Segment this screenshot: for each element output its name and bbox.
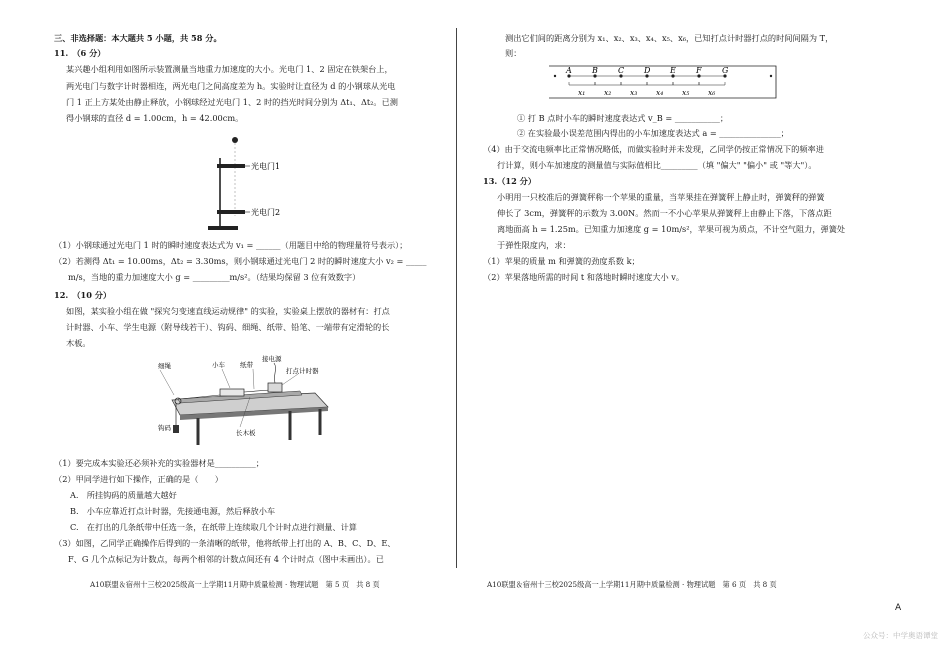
tape-segment-label: x₄: [656, 88, 664, 97]
power-wire: [274, 363, 276, 383]
hook-label: 钩码: [158, 424, 171, 432]
watermark: 公众号：中学奥语谭堂: [863, 631, 938, 640]
right-page: [467, 0, 950, 646]
q12-sub1: （1）要完成本实验还必须补充的实验器材是__________；: [54, 458, 264, 468]
timer-label: 打点计时器: [286, 367, 319, 375]
cart-label: 小车: [212, 361, 225, 369]
tape-segment-label: x₁: [578, 88, 586, 97]
tape-segment-label: x₅: [682, 88, 690, 97]
photogate-2: [217, 210, 245, 214]
power-label: 接电源: [262, 355, 282, 363]
paper-tape-figure: [547, 62, 779, 104]
tape-point-label: G: [722, 66, 729, 75]
tape-point-label: B: [592, 66, 598, 75]
tape-label: 纸带: [240, 361, 253, 369]
q12-item-2: ② 在实验最小误差范围内得出的小车加速度表达式 a = _______________；: [517, 128, 789, 138]
q12-text-2: 计时器、小车、学生电源（附导线若干）、钩码、细绳、纸带、铅笔、一端带有定滑轮的长: [66, 322, 390, 332]
tape-segment-bracket: [595, 82, 621, 85]
tape-point-label: A: [566, 66, 572, 75]
photogate-1: [217, 164, 245, 168]
q12-text-3: 木板。: [66, 338, 91, 348]
tape-segment-bracket: [569, 82, 595, 85]
left-page-footer: A10联盟＆宿州十三校2025级高一上学期11月期中质量检测 · 物理试题 第 5 页 共 8 页: [90, 580, 380, 589]
steel-ball: [232, 137, 238, 143]
q12-continued-1: 测出它们间的距离分别为 x₁、x₂、x₃、x₄、x₅、x₆，已知打点计时器打点的时间间隔为 T，: [505, 33, 834, 43]
q13-number: 13.（12 分）: [483, 176, 537, 186]
q12-sub4-line1: （4）由于交流电频率比正常情况略低，而做实验时并未发现，乙同学仍按正常情况下的频率进: [483, 144, 824, 154]
page-divider: [456, 28, 457, 568]
tape-point-label: C: [618, 66, 625, 75]
q11-text-4: 得小钢球的直径 d = 1.00cm，h = 42.00cm。: [66, 113, 244, 123]
q12-number: 12. （10 分）: [54, 290, 112, 300]
q11-text-1: 某兴趣小组利用如图所示装置测量当地重力加速度的大小。光电门 1、2 固定在铁架台上，: [66, 64, 393, 74]
q12-sub4-line2: 行计算，则小车加速度的测量值与实际值相比_________（填 "偏大" "偏小" 或 "等大"）。: [497, 160, 817, 170]
q11-text-2: 两光电门与数字计时器相连，两光电门之间高度差为 h。实验时让直径为 d 的小钢球从光电: [66, 81, 396, 91]
board-label: 长木板: [236, 429, 256, 437]
q13-text-3: 离地面高 h = 1.25m。已知重力加速度 g = 10m/s²，苹果可视为质点，不计空气阻力，弹簧处: [497, 224, 846, 234]
q11-text-3: 门 1 正上方某处由静止释放，小钢球经过光电门 1、2 时的挡光时间分别为 Δt₁、Δt₂。已测: [66, 97, 398, 107]
tape-segment-bracket: [673, 82, 699, 85]
q12-option-c: C. 在打出的几条纸带中任选一条，在纸带上连续取几个计时点进行测量、计算: [70, 522, 357, 532]
tape-segment-bracket: [647, 82, 673, 85]
q11-sub1: （1）小钢球通过光电门 1 时的瞬时速度表达式为 v₁ = ______（用题目中给的物理量符号表示）；: [54, 240, 408, 250]
tape-point-label: F: [696, 66, 702, 75]
q11-sub2-line2: m/s，当地的重力加速度大小 g = _________m/s²。（结果均保留 3 位有效数字）: [68, 272, 361, 282]
rope-label: 细绳: [158, 362, 171, 370]
q12-sub3-line2: F、G 几个点标记为计数点，每两个相邻的计数点间还有 4 个计时点（图中未画出）。已: [68, 554, 384, 564]
cart: [220, 389, 244, 396]
dot-timer: [268, 383, 282, 392]
tape-point-label: E: [670, 66, 676, 75]
q13-text-2: 伸长了 3cm，弹簧秤的示数为 3.00N。然而一不小心苹果从弹簧秤上由静止下落，下落点距: [497, 208, 832, 218]
q12-sub2: （2）甲同学进行如下操作，正确的是（ ）: [54, 474, 223, 484]
photogate-1-label: 光电门1: [251, 162, 281, 171]
q11-sub2-line1: （2）若测得 Δt₁ = 10.00ms，Δt₂ = 3.30ms，则小钢球通过光电门 2 时的瞬时速度大小 v₂ = _____: [54, 256, 427, 266]
q13-text-4: 于弹性限度内，求：: [497, 240, 571, 250]
q13-sub1: （1）苹果的质量 m 和弹簧的劲度系数 k；: [483, 256, 640, 266]
q13-text-1: 小明用一只校准后的弹簧秤称一个苹果的重量，当苹果挂在弹簧秤上静止时，弹簧秤的弹簧: [497, 192, 825, 202]
tape-segment-bracket: [621, 82, 647, 85]
q13-sub2: （2）苹果落地所需的时间 t 和落地时瞬时速度大小 v。: [483, 272, 685, 282]
stand-base: [208, 226, 238, 230]
hook-weight: [173, 425, 179, 433]
paper-tape: [244, 390, 270, 392]
corner-letter: A: [895, 603, 902, 613]
left-page: [0, 0, 460, 646]
section-heading: 三、非选择题：本大题共 5 小题，共 58 分。: [54, 33, 222, 43]
right-page-footer: A10联盟＆宿州十三校2025级高一上学期11月期中质量检测 · 物理试题 第 6 页 共 8 页: [487, 580, 777, 589]
q12-sub3-line1: （3）如图，乙同学正确操作后得到的一条清晰的纸带，他将纸带上打出的 A、B、C、D、E、: [54, 538, 396, 548]
tape-segment-label: x₃: [630, 88, 638, 97]
q12-option-a: A. 所挂钩码的质量越大越好: [70, 490, 177, 500]
tape-segment-bracket: [699, 82, 725, 85]
tape-segment-label: x₂: [604, 88, 612, 97]
q12-continued-2: 则：: [505, 48, 522, 58]
tape-point-label: D: [644, 66, 651, 75]
q12-item-1: ① 打 B 点时小车的瞬时速度表达式 v_B = ___________；: [517, 113, 729, 123]
photogate-apparatus-figure: [200, 130, 310, 238]
q12-option-b: B. 小车应靠近打点计时器，先接通电源，然后释放小车: [70, 506, 276, 516]
q11-number: 11. （6 分）: [54, 48, 106, 58]
experiment-table-figure: [150, 355, 335, 450]
q12-text-1: 如图，某实验小组在做 "探究匀变速直线运动规律" 的实验，实验桌上摆放的器材有：打点: [66, 306, 390, 316]
tape-segment-label: x₆: [708, 88, 716, 97]
photogate-2-label: 光电门2: [251, 208, 281, 217]
